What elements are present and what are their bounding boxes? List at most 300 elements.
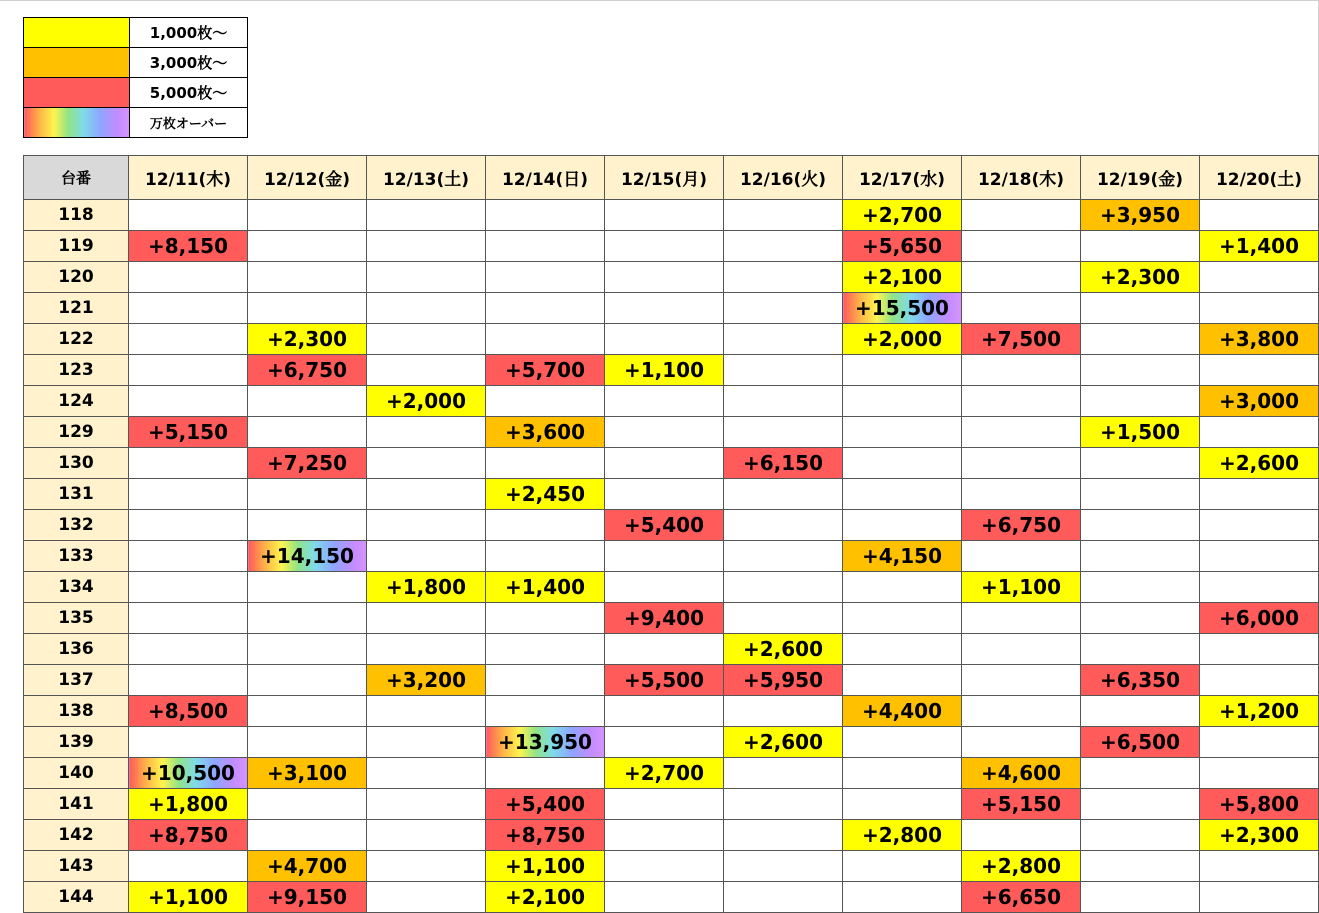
- empty-cell: [367, 510, 486, 541]
- empty-cell: [367, 448, 486, 479]
- empty-cell: [248, 293, 367, 324]
- empty-cell: [1200, 634, 1319, 665]
- table-row: [24, 200, 1319, 231]
- empty-cell: [605, 572, 724, 603]
- empty-cell: [1200, 293, 1319, 324]
- table-row: [24, 231, 1319, 262]
- empty-cell: [962, 262, 1081, 293]
- empty-cell: [1200, 665, 1319, 696]
- payout-cell: +1,200: [1200, 696, 1319, 727]
- empty-cell: [1081, 541, 1200, 572]
- payout-cell: +5,650: [843, 231, 962, 262]
- empty-cell: [129, 262, 248, 293]
- empty-cell: [1081, 820, 1200, 851]
- empty-cell: [248, 386, 367, 417]
- empty-cell: [724, 789, 843, 820]
- date-header: 12/12(金): [248, 156, 367, 200]
- empty-cell: [724, 355, 843, 386]
- empty-cell: [962, 231, 1081, 262]
- machine-number-cell: 138: [24, 696, 129, 727]
- empty-cell: [605, 851, 724, 882]
- date-header: 12/18(木): [962, 156, 1081, 200]
- table-header: [24, 156, 1319, 200]
- table-row: [24, 324, 1319, 355]
- empty-cell: [1200, 541, 1319, 572]
- table-row: [24, 727, 1319, 758]
- empty-cell: [129, 355, 248, 386]
- payout-cell: +13,950: [486, 727, 605, 758]
- payout-cell: +5,700: [486, 355, 605, 386]
- payout-cell: +5,950: [724, 665, 843, 696]
- empty-cell: [724, 758, 843, 789]
- empty-cell: [1081, 572, 1200, 603]
- empty-cell: [486, 510, 605, 541]
- empty-cell: [129, 293, 248, 324]
- empty-cell: [1081, 634, 1200, 665]
- empty-cell: [962, 696, 1081, 727]
- empty-cell: [248, 727, 367, 758]
- empty-cell: [367, 479, 486, 510]
- empty-cell: [1081, 324, 1200, 355]
- empty-cell: [724, 231, 843, 262]
- empty-cell: [367, 789, 486, 820]
- empty-cell: [724, 572, 843, 603]
- empty-cell: [724, 510, 843, 541]
- table-row: [24, 572, 1319, 603]
- empty-cell: [129, 386, 248, 417]
- table-row: [24, 758, 1319, 789]
- empty-cell: [129, 541, 248, 572]
- machine-number-cell: 133: [24, 541, 129, 572]
- payout-cell: +3,200: [367, 665, 486, 696]
- empty-cell: [486, 200, 605, 231]
- empty-cell: [724, 603, 843, 634]
- payout-cell: +6,000: [1200, 603, 1319, 634]
- payout-cell: +7,500: [962, 324, 1081, 355]
- payout-cell: +2,100: [486, 882, 605, 913]
- empty-cell: [605, 448, 724, 479]
- empty-cell: [248, 820, 367, 851]
- empty-cell: [962, 417, 1081, 448]
- empty-cell: [1081, 293, 1200, 324]
- date-header: 12/14(日): [486, 156, 605, 200]
- payout-cell: +8,750: [486, 820, 605, 851]
- payout-cell: +6,750: [962, 510, 1081, 541]
- payout-cell: +1,100: [962, 572, 1081, 603]
- empty-cell: [724, 324, 843, 355]
- empty-cell: [724, 696, 843, 727]
- payout-cell: +9,150: [248, 882, 367, 913]
- legend-body: [24, 18, 248, 138]
- machine-number-cell: 132: [24, 510, 129, 541]
- payout-cell: +1,800: [129, 789, 248, 820]
- empty-cell: [129, 479, 248, 510]
- empty-cell: [367, 355, 486, 386]
- empty-cell: [605, 386, 724, 417]
- empty-cell: [248, 200, 367, 231]
- empty-cell: [129, 324, 248, 355]
- empty-cell: [724, 293, 843, 324]
- payout-cell: +5,500: [605, 665, 724, 696]
- empty-cell: [129, 510, 248, 541]
- empty-cell: [248, 231, 367, 262]
- empty-cell: [843, 665, 962, 696]
- legend-table: [23, 17, 248, 138]
- payout-cell: +6,350: [1081, 665, 1200, 696]
- machine-number-cell: 144: [24, 882, 129, 913]
- machine-number-cell: 136: [24, 634, 129, 665]
- empty-cell: [605, 417, 724, 448]
- date-header: 12/13(土): [367, 156, 486, 200]
- payout-cell: +9,400: [605, 603, 724, 634]
- empty-cell: [605, 262, 724, 293]
- empty-cell: [1200, 851, 1319, 882]
- payout-cell: +2,600: [724, 634, 843, 665]
- payout-cell: +1,400: [486, 572, 605, 603]
- empty-cell: [129, 572, 248, 603]
- empty-cell: [486, 758, 605, 789]
- empty-cell: [129, 851, 248, 882]
- empty-cell: [843, 634, 962, 665]
- machine-number-cell: 119: [24, 231, 129, 262]
- payout-cell: +1,500: [1081, 417, 1200, 448]
- empty-cell: [486, 665, 605, 696]
- machine-number-cell: 129: [24, 417, 129, 448]
- legend-swatch-orange: [24, 48, 130, 78]
- table-row: [24, 448, 1319, 479]
- payout-cell: +1,100: [486, 851, 605, 882]
- empty-cell: [486, 324, 605, 355]
- payout-cell: +15,500: [843, 293, 962, 324]
- payout-table: [23, 155, 1319, 913]
- empty-cell: [1081, 386, 1200, 417]
- empty-cell: [248, 665, 367, 696]
- empty-cell: [605, 727, 724, 758]
- empty-cell: [486, 696, 605, 727]
- payout-cell: +5,150: [962, 789, 1081, 820]
- empty-cell: [724, 417, 843, 448]
- payout-cell: +1,100: [605, 355, 724, 386]
- empty-cell: [843, 572, 962, 603]
- empty-cell: [605, 634, 724, 665]
- payout-cell: +5,800: [1200, 789, 1319, 820]
- machine-number-header: 台番: [24, 156, 129, 200]
- table-row: [24, 820, 1319, 851]
- empty-cell: [724, 262, 843, 293]
- empty-cell: [724, 479, 843, 510]
- empty-cell: [367, 634, 486, 665]
- empty-cell: [1081, 882, 1200, 913]
- empty-cell: [962, 386, 1081, 417]
- empty-cell: [367, 758, 486, 789]
- empty-cell: [248, 572, 367, 603]
- payout-cell: +6,150: [724, 448, 843, 479]
- empty-cell: [248, 603, 367, 634]
- legend-row: [24, 108, 248, 138]
- empty-cell: [843, 386, 962, 417]
- empty-cell: [1200, 417, 1319, 448]
- payout-cell: +4,400: [843, 696, 962, 727]
- payout-cell: +4,700: [248, 851, 367, 882]
- empty-cell: [1200, 510, 1319, 541]
- empty-cell: [605, 820, 724, 851]
- payout-cell: +3,600: [486, 417, 605, 448]
- empty-cell: [724, 820, 843, 851]
- legend-swatch-yellow: [24, 18, 130, 48]
- table-row: [24, 262, 1319, 293]
- empty-cell: [248, 789, 367, 820]
- machine-number-cell: 140: [24, 758, 129, 789]
- empty-cell: [843, 417, 962, 448]
- legend-label: 1,000枚～: [130, 18, 248, 48]
- legend-label: 万枚オーバー: [130, 108, 248, 138]
- empty-cell: [724, 541, 843, 572]
- payout-cell: +2,000: [367, 386, 486, 417]
- payout-cell: +2,800: [962, 851, 1081, 882]
- empty-cell: [962, 820, 1081, 851]
- payout-cell: +8,150: [129, 231, 248, 262]
- legend-label: 3,000枚～: [130, 48, 248, 78]
- empty-cell: [1081, 696, 1200, 727]
- legend-label: 5,000枚～: [130, 78, 248, 108]
- legend-swatch-rainbow: [24, 108, 130, 138]
- table-row: [24, 386, 1319, 417]
- empty-cell: [962, 665, 1081, 696]
- empty-cell: [724, 200, 843, 231]
- empty-cell: [367, 882, 486, 913]
- empty-cell: [129, 448, 248, 479]
- empty-cell: [486, 634, 605, 665]
- empty-cell: [843, 851, 962, 882]
- empty-cell: [1081, 789, 1200, 820]
- empty-cell: [486, 231, 605, 262]
- table-row: [24, 603, 1319, 634]
- machine-number-cell: 139: [24, 727, 129, 758]
- payout-cell: +2,700: [843, 200, 962, 231]
- empty-cell: [129, 200, 248, 231]
- payout-cell: +1,800: [367, 572, 486, 603]
- empty-cell: [962, 293, 1081, 324]
- machine-number-cell: 122: [24, 324, 129, 355]
- payout-cell: +2,600: [1200, 448, 1319, 479]
- empty-cell: [367, 541, 486, 572]
- table-row: [24, 696, 1319, 727]
- empty-cell: [724, 882, 843, 913]
- empty-cell: [1200, 355, 1319, 386]
- empty-cell: [486, 541, 605, 572]
- empty-cell: [248, 634, 367, 665]
- payout-cell: +4,600: [962, 758, 1081, 789]
- empty-cell: [843, 355, 962, 386]
- empty-cell: [129, 603, 248, 634]
- empty-cell: [843, 510, 962, 541]
- empty-cell: [843, 789, 962, 820]
- machine-number-cell: 120: [24, 262, 129, 293]
- machine-number-cell: 143: [24, 851, 129, 882]
- empty-cell: [962, 603, 1081, 634]
- machine-number-cell: 134: [24, 572, 129, 603]
- empty-cell: [962, 634, 1081, 665]
- machine-number-cell: 141: [24, 789, 129, 820]
- payout-cell: +2,000: [843, 324, 962, 355]
- payout-cell: +6,500: [1081, 727, 1200, 758]
- payout-cell: +2,100: [843, 262, 962, 293]
- empty-cell: [248, 262, 367, 293]
- payout-cell: +8,750: [129, 820, 248, 851]
- empty-cell: [1200, 262, 1319, 293]
- empty-cell: [605, 541, 724, 572]
- empty-cell: [605, 200, 724, 231]
- date-header: 12/20(土): [1200, 156, 1319, 200]
- empty-cell: [962, 448, 1081, 479]
- machine-number-cell: 130: [24, 448, 129, 479]
- payout-cell: +7,250: [248, 448, 367, 479]
- payout-cell: +3,950: [1081, 200, 1200, 231]
- legend-swatch-red: [24, 78, 130, 108]
- machine-number-cell: 123: [24, 355, 129, 386]
- payout-cell: +2,300: [1200, 820, 1319, 851]
- machine-number-cell: 135: [24, 603, 129, 634]
- table-row: [24, 851, 1319, 882]
- table-body: [24, 200, 1319, 913]
- payout-cell: +2,600: [724, 727, 843, 758]
- payout-cell: +2,300: [1081, 262, 1200, 293]
- payout-cell: +5,150: [129, 417, 248, 448]
- empty-cell: [1200, 882, 1319, 913]
- empty-cell: [962, 355, 1081, 386]
- empty-cell: [605, 231, 724, 262]
- empty-cell: [1081, 603, 1200, 634]
- empty-cell: [1200, 479, 1319, 510]
- empty-cell: [1081, 231, 1200, 262]
- empty-cell: [1081, 355, 1200, 386]
- payout-cell: +4,150: [843, 541, 962, 572]
- machine-number-cell: 131: [24, 479, 129, 510]
- legend-row: [24, 78, 248, 108]
- empty-cell: [724, 851, 843, 882]
- legend-row: [24, 18, 248, 48]
- empty-cell: [129, 634, 248, 665]
- empty-cell: [843, 479, 962, 510]
- empty-cell: [129, 665, 248, 696]
- machine-number-cell: 118: [24, 200, 129, 231]
- empty-cell: [1200, 200, 1319, 231]
- empty-cell: [129, 727, 248, 758]
- payout-cell: +6,750: [248, 355, 367, 386]
- empty-cell: [367, 727, 486, 758]
- date-header: 12/15(月): [605, 156, 724, 200]
- empty-cell: [367, 324, 486, 355]
- table-row: [24, 665, 1319, 696]
- empty-cell: [843, 727, 962, 758]
- payout-cell: +6,650: [962, 882, 1081, 913]
- payout-cell: +5,400: [605, 510, 724, 541]
- empty-cell: [367, 820, 486, 851]
- table-row: [24, 789, 1319, 820]
- table-row: [24, 479, 1319, 510]
- table-row: [24, 634, 1319, 665]
- empty-cell: [367, 851, 486, 882]
- empty-cell: [486, 293, 605, 324]
- empty-cell: [367, 417, 486, 448]
- empty-cell: [1200, 572, 1319, 603]
- empty-cell: [367, 293, 486, 324]
- empty-cell: [367, 200, 486, 231]
- table-row: [24, 355, 1319, 386]
- empty-cell: [962, 541, 1081, 572]
- payout-cell: +3,100: [248, 758, 367, 789]
- empty-cell: [1081, 758, 1200, 789]
- payout-cell: +1,400: [1200, 231, 1319, 262]
- machine-number-cell: 137: [24, 665, 129, 696]
- empty-cell: [605, 293, 724, 324]
- header-row: [24, 156, 1319, 200]
- table-row: [24, 417, 1319, 448]
- empty-cell: [367, 231, 486, 262]
- empty-cell: [486, 448, 605, 479]
- payout-cell: +2,300: [248, 324, 367, 355]
- empty-cell: [724, 386, 843, 417]
- empty-cell: [605, 789, 724, 820]
- empty-cell: [843, 882, 962, 913]
- legend-row: [24, 48, 248, 78]
- payout-cell: +2,450: [486, 479, 605, 510]
- empty-cell: [605, 696, 724, 727]
- empty-cell: [367, 696, 486, 727]
- empty-cell: [605, 882, 724, 913]
- empty-cell: [1081, 510, 1200, 541]
- empty-cell: [843, 758, 962, 789]
- empty-cell: [248, 417, 367, 448]
- payout-cell: +8,500: [129, 696, 248, 727]
- table-row: [24, 293, 1319, 324]
- payout-cell: +3,800: [1200, 324, 1319, 355]
- empty-cell: [248, 479, 367, 510]
- payout-cell: +1,100: [129, 882, 248, 913]
- date-header: 12/11(木): [129, 156, 248, 200]
- table-row: [24, 510, 1319, 541]
- date-header: 12/16(火): [724, 156, 843, 200]
- empty-cell: [248, 510, 367, 541]
- payout-cell: +14,150: [248, 541, 367, 572]
- empty-cell: [367, 262, 486, 293]
- payout-cell: +2,800: [843, 820, 962, 851]
- empty-cell: [486, 262, 605, 293]
- empty-cell: [248, 696, 367, 727]
- empty-cell: [1081, 851, 1200, 882]
- payout-cell: +10,500: [129, 758, 248, 789]
- empty-cell: [486, 603, 605, 634]
- date-header: 12/19(金): [1081, 156, 1200, 200]
- payout-cell: +5,400: [486, 789, 605, 820]
- table-row: [24, 541, 1319, 572]
- empty-cell: [486, 386, 605, 417]
- machine-number-cell: 124: [24, 386, 129, 417]
- empty-cell: [1200, 727, 1319, 758]
- empty-cell: [1081, 479, 1200, 510]
- empty-cell: [962, 479, 1081, 510]
- empty-cell: [962, 727, 1081, 758]
- date-header: 12/17(水): [843, 156, 962, 200]
- empty-cell: [962, 200, 1081, 231]
- empty-cell: [843, 603, 962, 634]
- empty-cell: [605, 324, 724, 355]
- table-row: [24, 882, 1319, 913]
- empty-cell: [367, 603, 486, 634]
- empty-cell: [1081, 448, 1200, 479]
- empty-cell: [605, 479, 724, 510]
- machine-number-cell: 121: [24, 293, 129, 324]
